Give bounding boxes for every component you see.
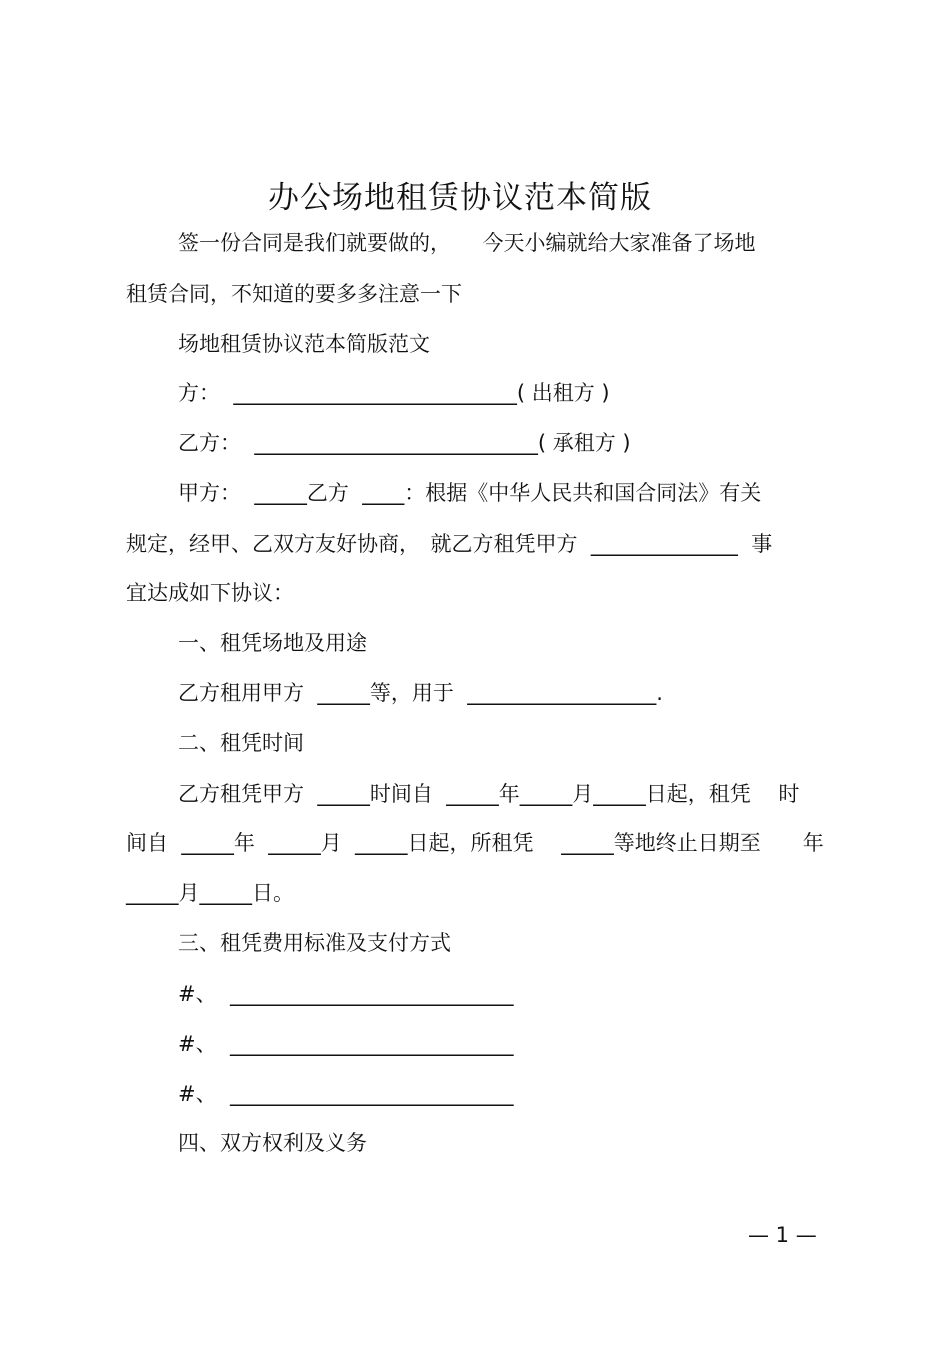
fee-item-3: #、 ___________________________ <box>178 1082 514 1106</box>
section-1-body: 乙方租用甲方 _____等，用于 __________________. <box>178 681 663 705</box>
section-2-body-3: _____月_____日。 <box>126 881 294 905</box>
section-2-body-1: 乙方租凭甲方 _____时间自 _____年_____月_____日起，租凭 时 <box>178 782 800 806</box>
section-1-heading: 一、租凭场地及用途 <box>178 631 367 655</box>
agreement-line-1: 甲方： _____乙方 ____：根据《中华人民共和国合同法》有关 <box>178 481 762 505</box>
intro-line-1: 签一份合同是我们就要做的， 今天小编就给大家准备了场地 <box>178 231 756 255</box>
fee-item-1: #、 ___________________________ <box>178 982 514 1006</box>
lessor-line: 方： ___________________________( 出租方 ) <box>178 381 610 405</box>
intro-line-2: 租赁合同，不知道的要多多注意一下 <box>126 282 462 306</box>
lessee-line: 乙方： ___________________________( 承租方 ) <box>178 431 631 455</box>
page-number: — 1 — <box>748 1223 817 1247</box>
section-2-heading: 二、租凭时间 <box>178 731 304 755</box>
subheading: 场地租赁协议范本简版范文 <box>178 332 430 356</box>
fee-item-2: #、 ___________________________ <box>178 1032 514 1056</box>
section-3-heading: 三、租凭费用标准及支付方式 <box>178 931 451 955</box>
document-title: 办公场地租赁协议范本简版 <box>268 180 652 216</box>
section-4-heading: 四、双方权利及义务 <box>178 1131 367 1155</box>
agreement-line-2: 规定，经甲、乙双方友好协商， 就乙方租凭甲方 ______________ 事 <box>126 532 773 556</box>
agreement-line-3: 宜达成如下协议： <box>126 581 294 605</box>
section-2-body-2: 间自 _____年 _____月 _____日起，所租凭 _____等地终止日期至 年 <box>126 831 824 855</box>
